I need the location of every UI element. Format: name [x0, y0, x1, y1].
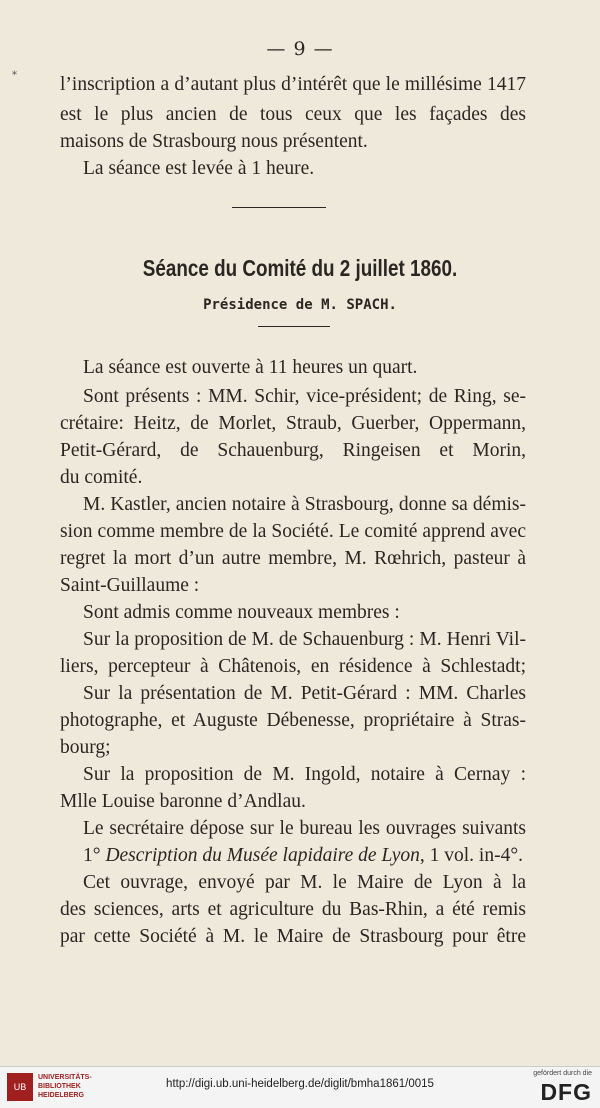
body-line-17: Mlle Louise baronne d’Andlau. [60, 791, 306, 812]
viewer-footer [0, 1066, 600, 1108]
intro-line-1: l’inscription a d’autant plus d’intérêt que le millésime 1417 [60, 74, 526, 95]
dfg-logo[interactable]: DFG [540, 1079, 592, 1105]
title-divider [258, 326, 330, 327]
body-line-5: du comité. [60, 467, 143, 488]
body-line-14: photographe, et Auguste Débenesse, propriétaire à Stras- [60, 710, 526, 731]
library-logo[interactable]: UB [7, 1073, 33, 1101]
tail-line-3: par cette Société à M. le Maire de Strasbourg pour être [60, 926, 526, 947]
tail-line-2: des sciences, arts et agriculture du Bas-Rhin, a été remis [60, 899, 526, 920]
body-line-4: Petit-Gérard, de Schauenburg, Ringeisen et Morin, [60, 440, 526, 461]
body-line-8: regret la mort d’un autre membre, M. Rœhrich, pasteur à [60, 548, 526, 569]
section-divider [232, 207, 326, 208]
section-title: Séance du Comité du 2 juillet 1860. [142, 255, 458, 281]
library-name-line-2: BIBLIOTHEK [38, 1083, 81, 1090]
item-1-title: Description du Musée lapidaire de Lyon [105, 845, 420, 866]
intro-line-3: maisons de Strasbourg nous présentent. [60, 131, 368, 152]
body-line-12: liers, percepteur à Châtenois, en résidence à Schlestadt; [60, 656, 526, 677]
permalink[interactable]: http://digi.ub.uni-heidelberg.de/diglit/bmha1861/0015 [166, 1078, 434, 1090]
body-line-16: Sur la proposition de M. Ingold, notaire à Cernay : [83, 764, 526, 785]
body-line-7: sion comme membre de la Société. Le comité apprend avec [60, 521, 526, 542]
tail-line-1: Cet ouvrage, envoyé par M. le Maire de Lyon à la [83, 872, 526, 893]
body-line-1: La séance est ouverte à 11 heures un quart. [83, 357, 418, 378]
body-line-6: M. Kastler, ancien notaire à Strasbourg, donne sa démis- [83, 494, 526, 515]
item-1-rest: , 1 vol. in-4°. [419, 845, 524, 866]
body-line-11: Sur la proposition de M. de Schauenburg : M. Henri Vil- [83, 629, 526, 650]
margin-mark: * [12, 70, 17, 81]
body-line-10: Sont admis comme nouveaux membres : [83, 602, 400, 623]
item-1-number: 1° [83, 845, 101, 866]
page-number: — 9 — [266, 38, 334, 60]
body-line-18: Le secrétaire dépose sur le bureau les ouvrages suivants [83, 818, 526, 839]
presidency-line: Présidence de M. SPACH. [203, 297, 397, 313]
funded-by-label: gefördert durch die [533, 1070, 592, 1077]
library-name-line-3: HEIDELBERG [38, 1092, 84, 1099]
body-line-13: Sur la présentation de M. Petit-Gérard : MM. Charles [83, 683, 526, 704]
intro-line-2: est le plus ancien de tous ceux que les façades des [60, 104, 526, 125]
library-name-line-1: UNIVERSITÄTS- [38, 1074, 92, 1081]
body-line-2: Sont présents : MM. Schir, vice-président; de Ring, se- [83, 386, 526, 407]
item-1 [83, 843, 526, 868]
body-line-3: crétaire: Heitz, de Morlet, Straub, Guerber, Oppermann, [60, 413, 526, 434]
body-line-15: bourg; [60, 737, 111, 758]
intro-closing: La séance est levée à 1 heure. [83, 158, 315, 179]
body-line-9: Saint-Guillaume : [60, 575, 200, 596]
